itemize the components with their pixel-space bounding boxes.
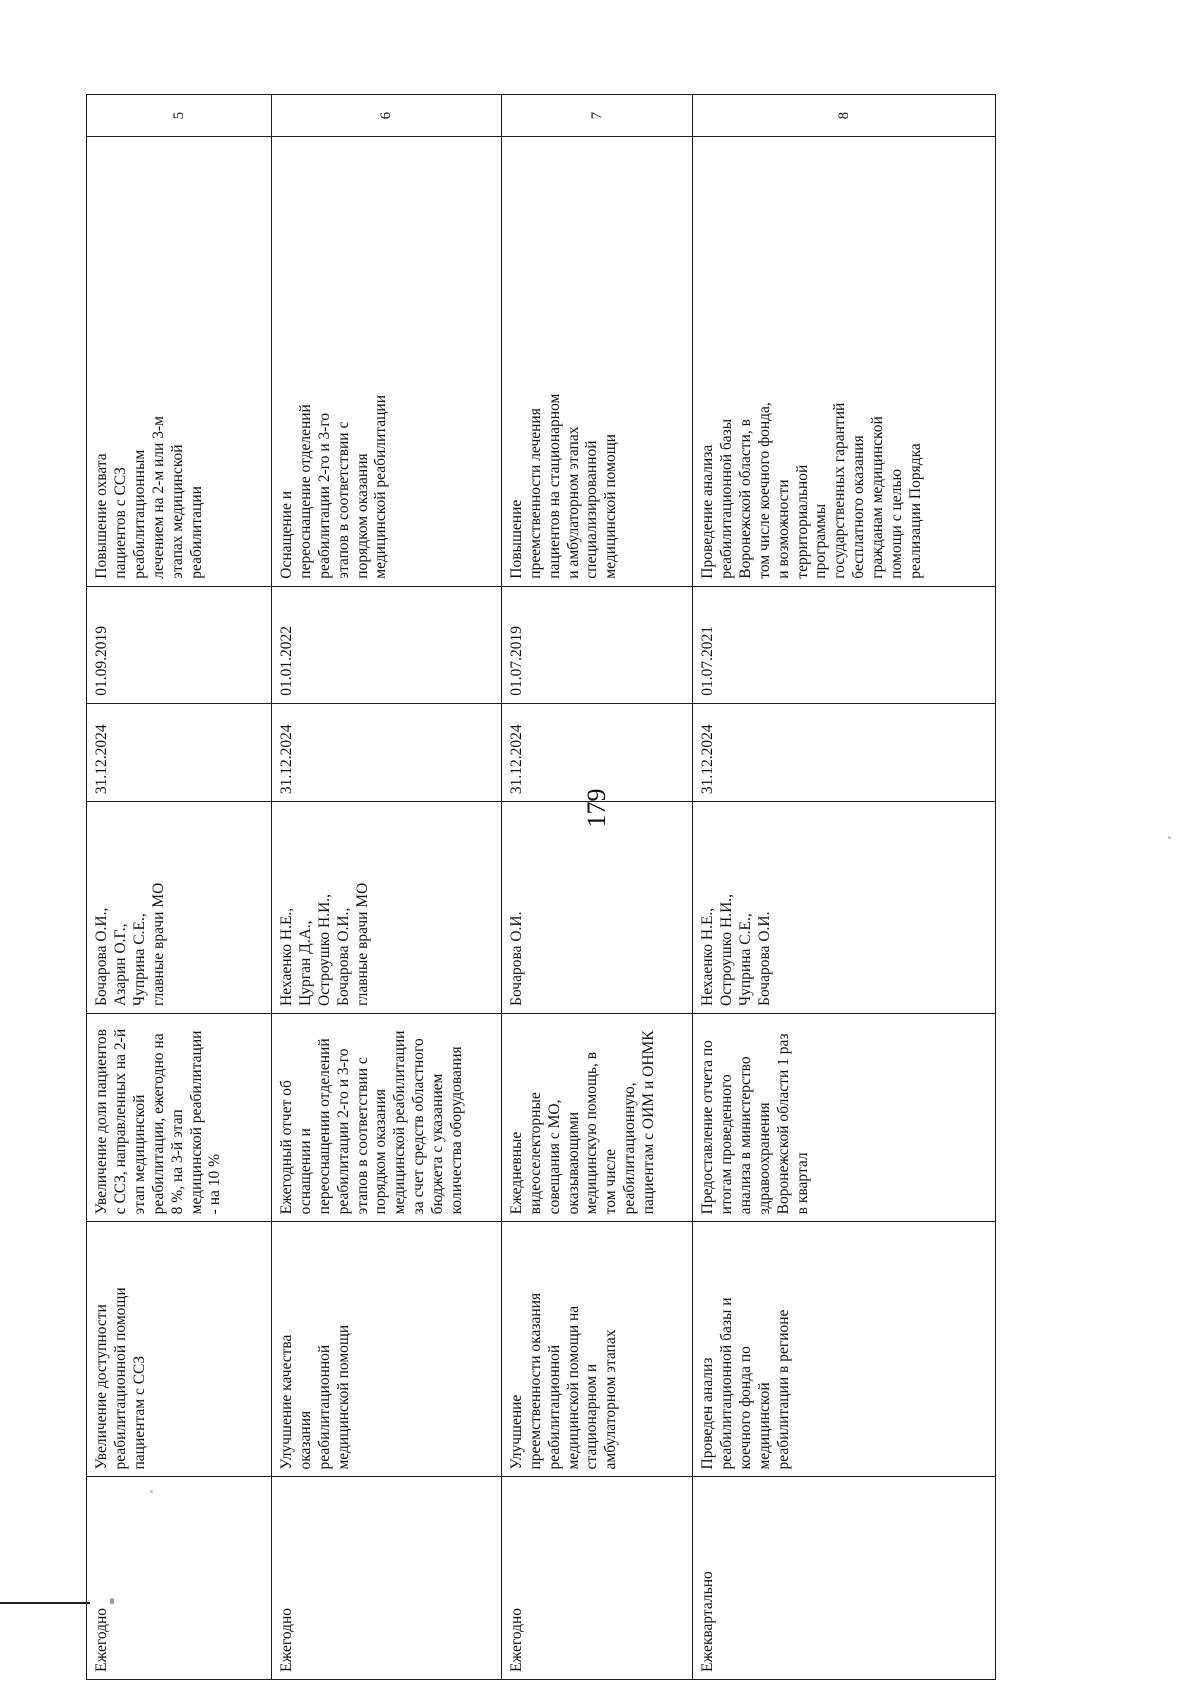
row-number-cell: 5: [87, 95, 272, 137]
plan-table-rotated: [86, 94, 996, 1680]
end-date-cell: 31.12.2024: [692, 703, 995, 801]
responsible-cell: Нехаенко Н.Е., Цурган Д.А., Остроушко Н.И., Бочарова О.И., главные врачи МО: [271, 802, 501, 1014]
start-date-cell: 01.01.2022: [271, 586, 501, 703]
result-cell: Проведен анализ реабилитационной базы и коечного фонда по медицинской реабилитации в регионе: [692, 1222, 995, 1477]
frequency-cell: Ежегодно: [501, 1477, 692, 1680]
result-cell: Улучшение преемственности оказания реабилитационной медицинской помощи на стационарном и амбулаторном этапах: [501, 1222, 692, 1477]
scan-speck: [1168, 836, 1171, 839]
expected-cell: Увеличение доли пациентов с ССЗ, направленных на 2-й этап медицинской реабилитации, ежегодно на 8 %, на 3-й этап медицинской реабилитации - на 10 %: [87, 1013, 272, 1221]
start-date-cell: 01.07.2019: [501, 586, 692, 703]
frequency-cell: Ежегодно: [87, 1477, 272, 1680]
end-date-cell: 31.12.2024: [271, 703, 501, 801]
end-date-cell: 31.12.2024: [501, 703, 692, 801]
scan-speck: [150, 1490, 153, 1493]
task-cell: Проведение анализа реабилитационной базы Воронежской области, в том числе коечного фонда, и возможности территориальной программы государственных гарантий бесплатного оказания гражданам медицинской помощи с целью реализации Порядка: [692, 137, 995, 587]
result-cell: Улучшение качества оказания реабилитационной медицинской помощи: [271, 1222, 501, 1477]
responsible-cell: Бочарова О.И., Азарин О.Г., Чуприна С.Е., главные врачи МО: [87, 802, 272, 1014]
expected-cell: Ежедневные видеоселекторные совещания с МО, оказывающими медицинскую помощь, в том числе реабилитационную, пациентам с ОИМ и ОНМК: [501, 1013, 692, 1221]
frequency-cell: Ежеквартально: [692, 1477, 995, 1680]
row-number-cell: 6: [271, 95, 501, 137]
task-cell: Повышение преемственности лечения пациентов на стационарном и амбулаторном этапах специализированной медицинской помощи: [501, 137, 692, 587]
result-cell: Увеличение доступности реабилитационной помощи пациентам с ССЗ: [87, 1222, 272, 1477]
row-number-cell: 7: [501, 95, 692, 137]
start-date-cell: 01.09.2019: [87, 586, 272, 703]
footnote-rule: [0, 1602, 90, 1604]
responsible-cell: Нехаенко Н.Е., Остроушко Н.И., Чуприна С.Е., Бочарова О.И.: [692, 802, 995, 1014]
row-number-cell: 8: [692, 95, 995, 137]
scan-mark: [110, 1598, 114, 1604]
table-row: [87, 95, 272, 1680]
table-row: [692, 95, 995, 1680]
frequency-cell: Ежегодно: [271, 1477, 501, 1680]
page-number: 179: [582, 788, 611, 828]
responsible-cell: Бочарова О.И.: [501, 802, 692, 1014]
end-date-cell: 31.12.2024: [87, 703, 272, 801]
expected-cell: Ежегодный отчет об оснащении и переоснащении отделений реабилитации 2-го и 3-го этапов в соответствии с порядком оказания медицинской реабилитации за счет средств областного бюджета с указанием количества оборудования: [271, 1013, 501, 1221]
plan-table: [86, 94, 996, 1680]
start-date-cell: 01.07.2021: [692, 586, 995, 703]
table-row: [271, 95, 501, 1680]
task-cell: Оснащение и переоснащение отделений реабилитации 2-го и 3-го этапов в соответствии с порядком оказания медицинской реабилитации: [271, 137, 501, 587]
expected-cell: Предоставление отчета по итогам проведенного анализа в министерство здравоохранения Воронежской области 1 раз в квартал: [692, 1013, 995, 1221]
task-cell: Повышение охвата пациентов с ССЗ реабилитационным лечением на 2-м или 3-м этапах медицинской реабилитации: [87, 137, 272, 587]
table-row: [501, 95, 692, 1680]
